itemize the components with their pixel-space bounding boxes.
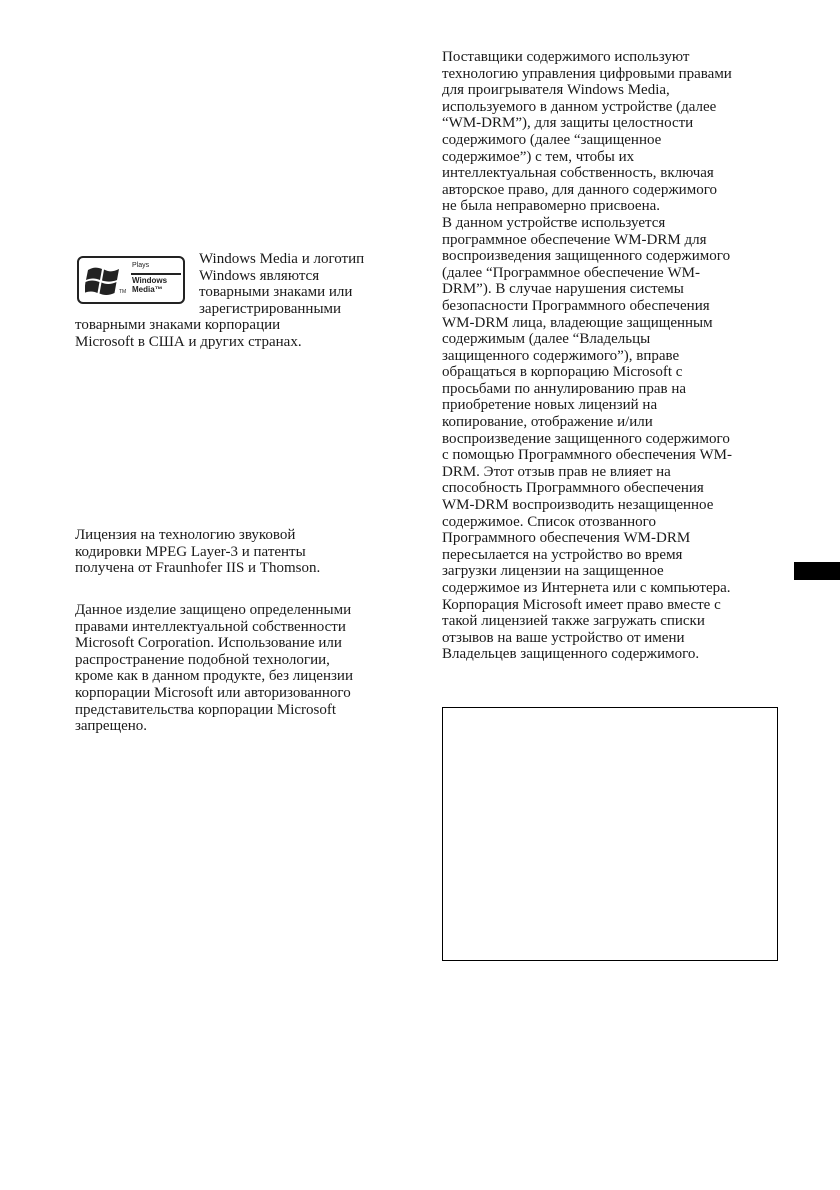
section-index-tab <box>794 562 840 580</box>
windows-media-trademark-paragraph <box>75 251 410 351</box>
text-line: содержимого (далее “защищенное <box>442 131 662 148</box>
text-line: безопасности Программного обеспечения <box>442 297 710 314</box>
text-line: содержимое из Интернета или с компьютера. <box>442 580 731 596</box>
text-line: отзывов на ваше устройство от имени <box>442 629 685 646</box>
text-line: Windows Media и логотип <box>199 251 365 267</box>
text-line: Microsoft Corporation. Использование или <box>75 635 342 652</box>
text-line: с помощью Программного обеспечения WM- <box>442 447 733 464</box>
text-line: содержимое. Список отозванного <box>442 513 656 530</box>
text-line: для проигрывателя Windows Media, <box>442 82 670 99</box>
text-line: Microsoft в США и других странах. <box>75 333 302 350</box>
text-line: содержимое”) с тем, чтобы их <box>442 148 635 165</box>
text-line: Корпорация Microsoft имеет право вместе с <box>442 596 721 613</box>
logo-media-text: Media™ <box>132 285 163 294</box>
text-line: программное обеспечение WM-DRM для <box>442 231 707 248</box>
text-line: Программного обеспечения WM-DRM <box>442 530 691 547</box>
text-line: получена от Fraunhofer IIS и Thomson. <box>75 560 321 577</box>
text-line: пересылается на устройство во время <box>442 546 683 563</box>
microsoft-ip-paragraph <box>75 602 353 735</box>
text-line: Поставщики содержимого используют <box>442 49 690 65</box>
text-line: Лицензия на технологию звуковой <box>75 527 296 543</box>
text-line: загрузки лицензии на защищенное <box>442 563 664 580</box>
logo-tm-mark: TM <box>119 289 127 295</box>
text-line: Владельцев защищенного содержимого. <box>442 646 700 663</box>
text-line: товарными знаками корпорации <box>75 317 281 334</box>
text-line: просьбами по аннулированию прав на <box>442 380 687 397</box>
text-line: WM-DRM лица, владеющие защищенным <box>442 314 713 331</box>
text-line: DRM”). В случае нарушения системы <box>442 281 684 298</box>
wm-drm-notice-paragraph <box>442 49 732 663</box>
text-line: воспроизведения защищенного содержимого <box>442 248 731 265</box>
text-line: “WM-DRM”), для защиты целостности <box>442 115 694 132</box>
text-line: не была неправомерно присвоена. <box>442 198 660 215</box>
text-line: представительства корпорации Microsoft <box>75 701 337 718</box>
notes-box <box>442 707 778 961</box>
text-line: Данное изделие защищено определенными <box>75 602 352 618</box>
text-line: запрещено. <box>75 718 148 735</box>
text-line: Windows являются <box>199 267 320 284</box>
text-line: содержимым (далее “Владельцы <box>442 331 651 348</box>
text-line: защищенного содержимого”), вправе <box>442 347 680 364</box>
text-line: обращаться в корпорацию Microsoft с <box>442 364 683 381</box>
text-line: (далее “Программное обеспечение WM- <box>442 264 700 281</box>
text-line: кроме как в данном продукте, без лицензии <box>75 668 353 685</box>
mp3-license-paragraph <box>75 527 320 577</box>
text-line: копирование, отображение и/или <box>442 414 653 431</box>
text-line: правами интеллектуальной собственности <box>75 618 346 635</box>
text-line: В данном устройстве используется <box>442 214 666 231</box>
text-line: WM-DRM воспроизводить незащищенное <box>442 497 714 514</box>
text-line: авторское право, для данного содержимого <box>442 181 717 198</box>
text-line: воспроизведение защищенного содержимого <box>442 430 730 447</box>
logo-windows-text: Windows <box>132 276 168 285</box>
text-line: кодировки MPEG Layer-3 и патенты <box>75 543 306 560</box>
logo-plays-text: Plays <box>132 262 150 269</box>
text-line: технологию управления цифровыми правами <box>442 65 732 82</box>
text-line: интеллектуальная собственность, включая <box>442 165 714 182</box>
text-line: приобретение новых лицензий на <box>442 397 658 414</box>
text-line: способность Программного обеспечения <box>442 480 704 497</box>
text-line: зарегистрированными <box>199 300 342 317</box>
text-line: товарными знаками или <box>199 284 353 301</box>
text-line: такой лицензией также загружать списки <box>442 613 705 630</box>
text-line: DRM. Этот отзыв прав не влияет на <box>442 463 671 480</box>
text-line: распространение подобной технологии, <box>75 651 330 668</box>
text-line: корпорации Microsoft или авторизованного <box>75 684 351 701</box>
text-line: используемого в данном устройстве (далее <box>442 98 717 115</box>
